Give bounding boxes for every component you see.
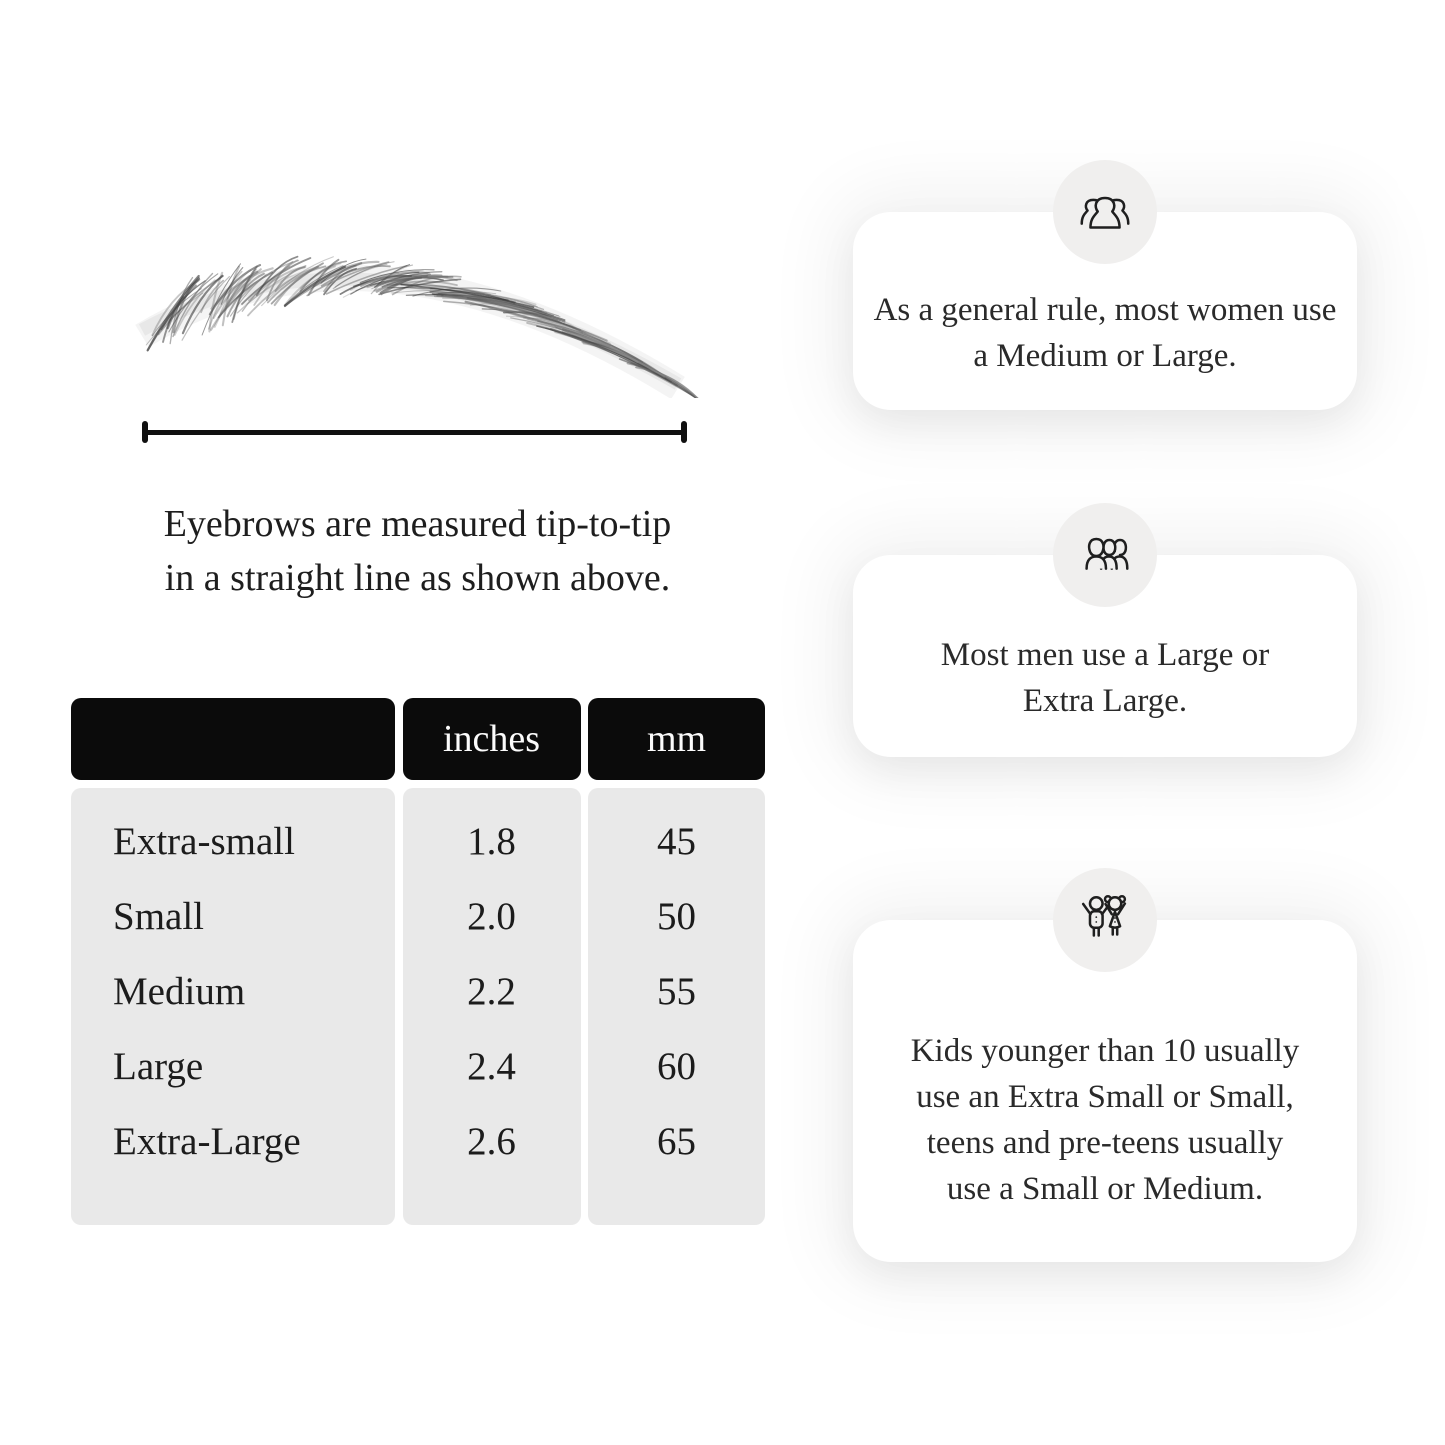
size-table-body — [71, 788, 765, 1225]
mm-value: 50 — [657, 895, 696, 938]
mm-value: 60 — [657, 1045, 696, 1088]
inches-column — [403, 788, 581, 1225]
card-women — [853, 212, 1357, 410]
women-group-icon — [1074, 181, 1136, 243]
size-label: Extra-Large — [113, 1120, 301, 1163]
card-icon-circle — [1053, 160, 1157, 264]
inches-value: 2.2 — [467, 970, 516, 1013]
size-table-header — [71, 698, 765, 780]
figure-caption-line1: Eyebrows are measured tip-to-tip — [163, 503, 672, 545]
size-label: Large — [113, 1045, 204, 1088]
inches-value: 2.6 — [467, 1120, 516, 1163]
measure-endcap-right — [681, 421, 687, 443]
inches-value: 2.4 — [467, 1045, 516, 1088]
header-cell-size — [71, 698, 395, 780]
mm-value: 65 — [657, 1120, 696, 1163]
card-women-text: As a general rule, most women use a Medium or Large. — [873, 291, 1337, 374]
inches-value: 1.8 — [467, 820, 516, 863]
eyebrow-sketch — [120, 228, 700, 398]
card-kids — [853, 920, 1357, 1262]
card-kids-text: Kids younger than 10 usually use an Extra Small or Small, teens and pre-teens usually use a Small or Medium. — [910, 1032, 1300, 1208]
header-cell-inches: inches — [403, 698, 581, 780]
mm-value: 45 — [657, 820, 696, 863]
mm-column — [588, 788, 765, 1225]
size-label: Medium — [113, 970, 246, 1013]
size-label: Small — [113, 895, 205, 938]
card-men-text: Most men use a Large or Extra Large. — [940, 636, 1270, 719]
size-table — [71, 698, 765, 1225]
measure-bar — [144, 430, 685, 435]
card-men — [853, 555, 1357, 757]
card-icon-circle — [1053, 503, 1157, 607]
card-icon-circle — [1053, 868, 1157, 972]
size-name-column — [71, 788, 395, 1225]
header-cell-mm: mm — [588, 698, 765, 780]
size-label: Extra-small — [113, 820, 295, 863]
figure-caption-line2: in a straight line as shown above. — [164, 556, 671, 599]
measurement-line — [142, 421, 687, 443]
figure-caption — [110, 498, 725, 606]
men-group-icon — [1074, 524, 1136, 586]
mm-value: 55 — [657, 970, 696, 1013]
inches-value: 2.0 — [467, 895, 516, 938]
kids-icon — [1074, 889, 1136, 951]
